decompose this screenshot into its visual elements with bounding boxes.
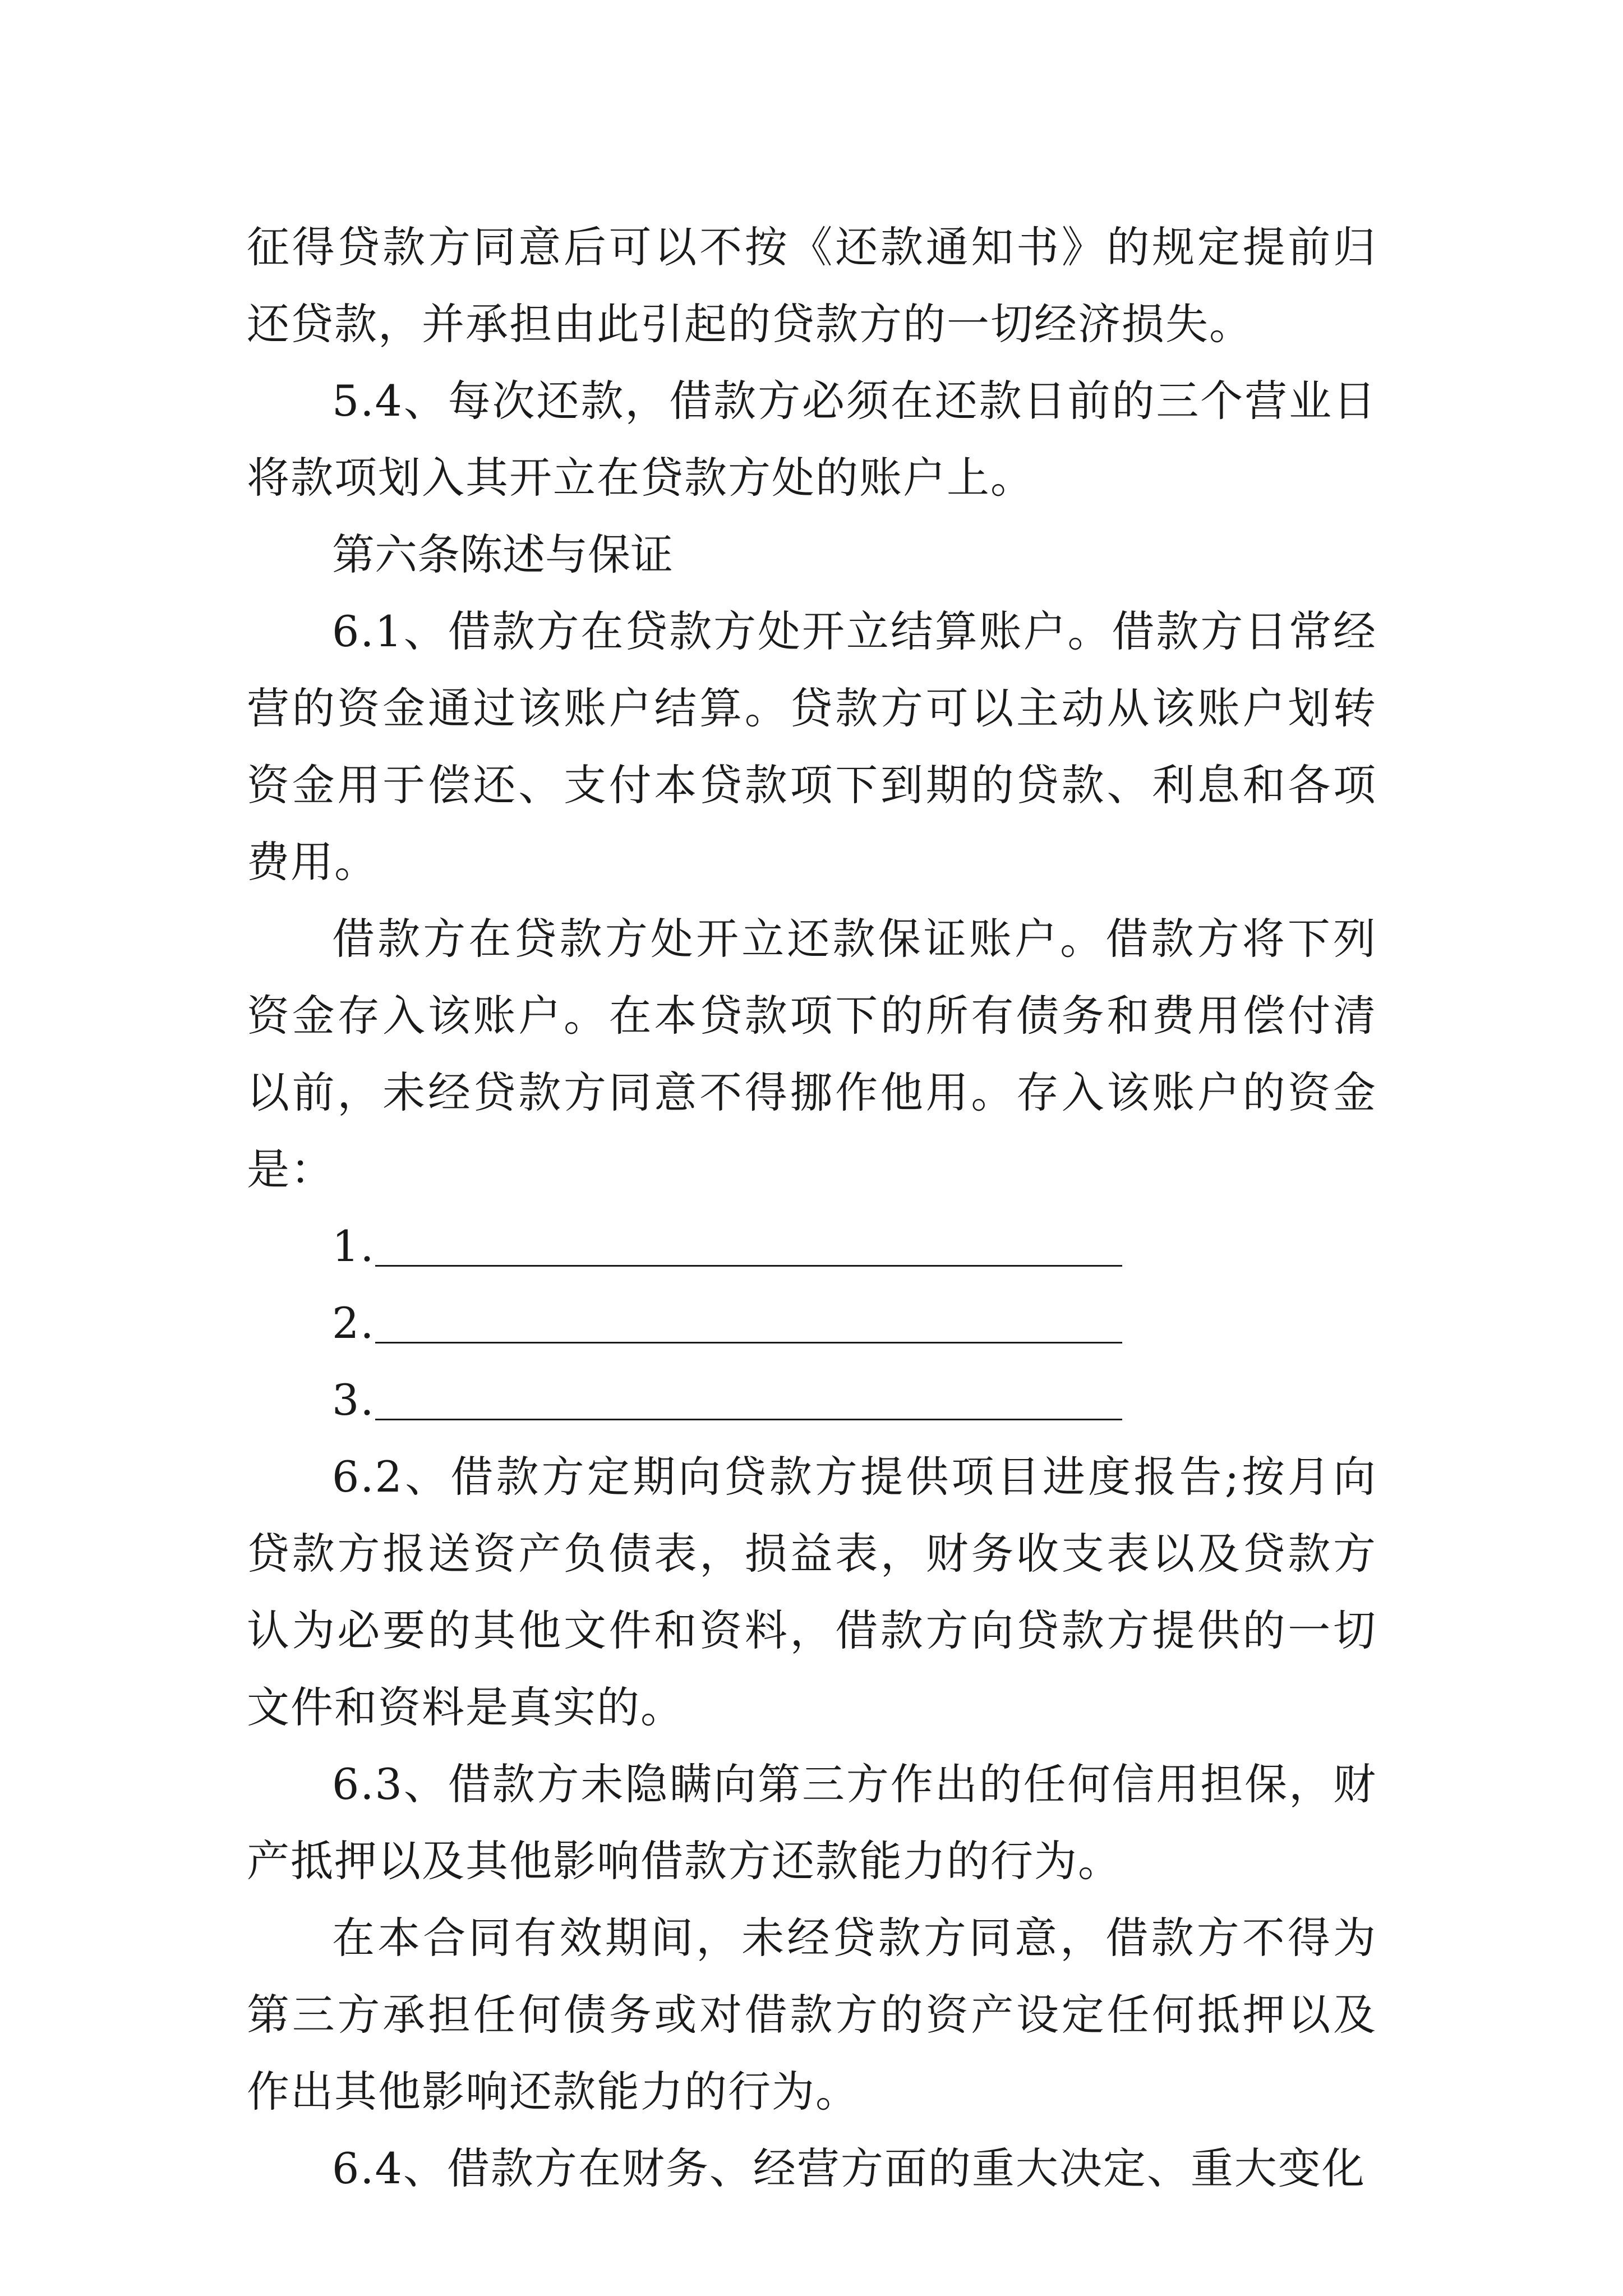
fill-in-underline (375, 1265, 1122, 1267)
fill-in-number: 1. (332, 1221, 375, 1271)
fill-in-number: 2. (332, 1298, 375, 1348)
paragraph-clause-6-4: 6.4、借款方在财务、经营方面的重大决定、重大变化 (332, 2143, 1366, 2193)
paragraph-clause-6-1: 6.1、借款方在贷款方处开立结算账户。借款方日常经营的资金通过该账户结算。贷款方可以主动从该账户划转资金用于偿还、支付本贷款项下到期的贷款、利息和各项费用。 (247, 606, 1377, 887)
paragraph-clause-5-4: 5.4、每次还款，借款方必须在还款日前的三个营业日将款项划入其开立在贷款方处的账户上。 (247, 376, 1377, 503)
fill-in-underline (375, 1419, 1122, 1420)
fill-in-number: 3. (332, 1375, 375, 1425)
paragraph-prepayment-continued: 征得贷款方同意后可以不按《还款通知书》的规定提前归还贷款，并承担由此引起的贷款方的一切经济损失。 (247, 222, 1377, 349)
fill-in-line-1 (247, 1208, 1377, 1285)
paragraph-repayment-guarantee-account: 借款方在贷款方处开立还款保证账户。借款方将下列资金存入该账户。在本贷款项下的所有债务和费用偿付清以前，未经贷款方同意不得挪作他用。存入该账户的资金是： (247, 914, 1377, 1194)
section-heading-article-6: 第六条陈述与保证 (332, 530, 673, 579)
fill-in-line-2 (247, 1285, 1377, 1361)
fill-in-underline (375, 1342, 1122, 1343)
document-body (247, 209, 1377, 2207)
paragraph-contract-validity-restriction: 在本合同有效期间，未经贷款方同意，借款方不得为第三方承担任何债务或对借款方的资产设定任何抵押以及作出其他影响还款能力的行为。 (247, 1913, 1377, 2116)
fill-in-line-3 (247, 1361, 1377, 1438)
paragraph-clause-6-3: 6.3、借款方未隐瞒向第三方作出的任何信用担保，财产抵押以及其他影响借款方还款能力的行为。 (247, 1759, 1377, 1886)
paragraph-clause-6-2: 6.2、借款方定期向贷款方提供项目进度报告;按月向贷款方报送资产负债表，损益表，财务收支表以及贷款方认为必要的其他文件和资料，借款方向贷款方提供的一切文件和资料是真实的。 (247, 1452, 1377, 1732)
